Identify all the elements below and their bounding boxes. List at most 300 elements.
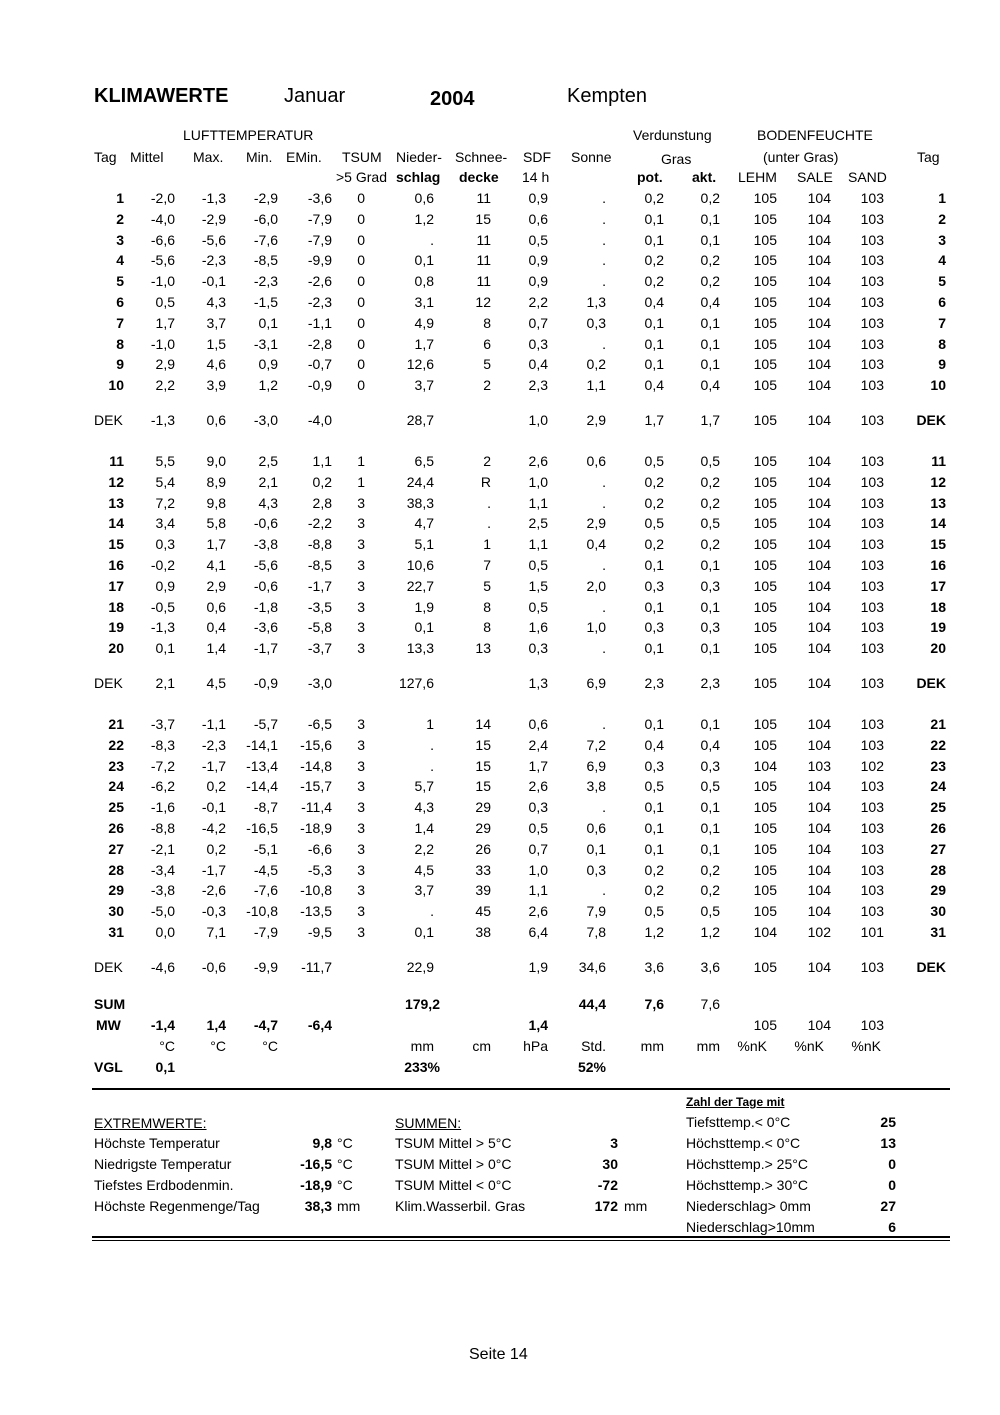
cell-sonne: 6,9 [586,675,606,691]
cell-emin: -7,9 [307,211,332,227]
unit-min: °C [262,1038,278,1054]
cell-min: -2,9 [253,190,278,206]
cell-schnee: 8 [483,619,491,635]
cell-tag: DEK [94,412,123,428]
cell-akt: 3,6 [700,959,720,975]
sum-stat-value: 30 [602,1156,618,1172]
cell-sdf: 2,6 [528,903,548,919]
cell-tsum: 0 [357,336,365,352]
cell-pot: 0,2 [644,495,664,511]
cell-nieder: . [430,903,434,919]
cell-sand: 103 [860,536,884,552]
cell-pot: 0,1 [644,820,664,836]
cell-mittel: 0,3 [155,536,175,552]
cell-min: -3,0 [253,412,278,428]
cell-sand: 103 [860,190,884,206]
cell-sale: 104 [807,640,831,656]
cell-schnee: 2 [483,453,491,469]
cell-nieder: 4,5 [414,862,434,878]
cell-schnee: 15 [475,737,491,753]
cell-sand: 103 [860,474,884,490]
cell-pot: 0,4 [644,294,664,310]
cell-mittel: 0,9 [155,578,175,594]
cell-pot: 0,5 [644,453,664,469]
cell-schnee: 5 [483,578,491,594]
cell-pot: 0,1 [644,716,664,732]
cell-max: -0,6 [201,959,226,975]
vgl-mittel: 0,1 [155,1059,175,1075]
cell-tag-right: 23 [930,758,946,774]
cell-sdf: 0,7 [528,841,548,857]
cell-sonne: 1,3 [586,294,606,310]
cell-min: -8,5 [253,252,278,268]
cell-sonne: 7,8 [586,924,606,940]
cell-tsum: 3 [357,716,365,732]
cell-schnee: 2 [483,377,491,393]
cell-sdf: 1,1 [528,495,548,511]
cell-tag-right: 5 [938,273,946,289]
cell-schnee: 14 [475,716,491,732]
cell-mittel: -4,6 [150,959,175,975]
cell-tsum: 0 [357,377,365,393]
cell-sdf: 1,1 [528,882,548,898]
cell-akt: 0,1 [700,232,720,248]
cell-sonne: 1,0 [586,619,606,635]
cell-max: -2,3 [201,737,226,753]
cell-pot: 0,3 [644,758,664,774]
cell-max: 4,6 [206,356,226,372]
cell-akt: 0,2 [700,252,720,268]
cell-emin: -2,8 [307,336,332,352]
cell-sdf: 1,0 [528,474,548,490]
cell-sale: 104 [807,495,831,511]
cell-schnee: 11 [476,232,491,248]
cell-max: 1,5 [206,336,226,352]
cell-akt: 0,2 [700,474,720,490]
cell-sdf: 2,6 [528,453,548,469]
cell-nieder: 4,7 [414,515,434,531]
cell-mittel: 0,1 [155,640,175,656]
cell-schnee: 12 [475,294,491,310]
cell-sand: 102 [860,758,884,774]
cell-nieder: 0,1 [414,252,434,268]
mw-min: -4,7 [253,1017,278,1033]
cell-akt: 0,3 [700,758,720,774]
cell-akt: 0,2 [700,882,720,898]
cell-emin: -6,5 [307,716,332,732]
mw-sand: 103 [860,1017,884,1033]
cell-emin: -15,6 [300,737,332,753]
cell-tag-right: DEK [916,675,946,691]
cell-sand: 103 [860,799,884,815]
cell-max: -0,1 [201,799,226,815]
cell-tsum: 3 [357,557,365,573]
cell-akt: 0,2 [700,190,720,206]
cell-tsum: 0 [357,190,365,206]
cell-min: -7,6 [253,232,278,248]
cell-sand: 103 [860,294,884,310]
cell-sand: 103 [860,882,884,898]
cell-sdf: 0,6 [528,211,548,227]
cell-sdf: 2,4 [528,737,548,753]
cell-mittel: 7,2 [155,495,175,511]
cell-pot: 0,2 [644,190,664,206]
cell-mittel: -4,0 [150,211,175,227]
cell-akt: 0,1 [700,841,720,857]
cell-sale: 104 [807,377,831,393]
cell-pot: 0,2 [644,252,664,268]
cell-tag: 6 [116,294,124,310]
cell-tsum: 3 [357,619,365,635]
sum-stat-value: 3 [610,1135,618,1151]
cell-tag: 29 [108,882,124,898]
sum-label: SUM [94,996,126,1012]
sum-sonne: 44,4 [578,996,606,1012]
cell-akt: 0,1 [700,799,720,815]
cell-akt: 0,4 [700,294,720,310]
extreme-unit: °C [337,1156,353,1172]
cell-sand: 103 [860,211,884,227]
cell-sdf: 0,3 [528,640,548,656]
cell-min: 0,9 [258,356,278,372]
cell-nieder: 0,1 [414,619,434,635]
days-heading: Zahl der Tage mit [686,1095,785,1109]
cell-sonne: . [602,336,606,352]
cell-nieder: 0,8 [414,273,434,289]
cell-sdf: 1,3 [528,675,548,691]
sum-stat-label: TSUM Mittel < 0°C [395,1177,512,1193]
cell-sdf: 1,7 [528,758,548,774]
cell-sand: 103 [860,412,884,428]
cell-tsum: 0 [357,232,365,248]
days-value: 6 [888,1219,896,1235]
cell-mittel: -5,0 [150,903,175,919]
cell-emin: -3,5 [307,599,332,615]
cell-sonne: . [602,190,606,206]
cell-emin: -18,9 [300,820,332,836]
cell-akt: 0,5 [700,778,720,794]
header-tag: Tag [94,149,117,165]
cell-schnee: . [487,515,491,531]
cell-tag-right: 7 [938,315,946,331]
cell-schnee: R [480,474,491,490]
cell-min: -14,4 [246,778,278,794]
cell-emin: -5,3 [307,862,332,878]
cell-sale: 104 [807,515,831,531]
cell-mittel: -6,6 [150,232,175,248]
cell-tsum: 3 [357,737,365,753]
cell-pot: 0,1 [644,356,664,372]
cell-sonne: . [602,882,606,898]
cell-tag-right: 28 [930,862,946,878]
cell-tag-right: 11 [931,453,946,469]
header-sonne: Sonne [571,149,612,165]
cell-tag: 31 [108,924,124,940]
sum-stat-label: Klim.Wasserbil. Gras [395,1198,526,1214]
cell-sand: 103 [860,903,884,919]
cell-nieder: 1,9 [414,599,434,615]
cell-tag: 5 [116,273,124,289]
cell-max: -1,1 [201,716,226,732]
cell-lehm: 105 [753,820,777,836]
cell-tsum: 3 [357,882,365,898]
cell-mittel: -1,3 [150,412,175,428]
header-pot: pot. [637,169,663,185]
extreme-unit: mm [337,1198,361,1214]
cell-tag-right: 12 [930,474,946,490]
unit-schnee: cm [472,1038,491,1054]
divider-bottom-2 [92,1240,950,1241]
cell-min: -3,6 [253,619,278,635]
cell-sonne: 2,9 [586,515,606,531]
cell-sand: 103 [860,252,884,268]
cell-min: -3,8 [253,536,278,552]
cell-tag: 17 [108,578,124,594]
cell-lehm: 105 [753,294,777,310]
cell-min: -16,5 [246,820,278,836]
cell-emin: 0,2 [312,474,332,490]
header-lufttemperatur: LUFTTEMPERATUR [183,127,314,143]
cell-sdf: 1,9 [528,959,548,975]
cell-sale: 104 [807,336,831,352]
cell-sand: 103 [860,495,884,511]
days-value: 13 [880,1135,896,1151]
cell-min: -1,7 [253,640,278,656]
cell-tsum: 3 [357,758,365,774]
cell-lehm: 105 [753,536,777,552]
cell-tsum: 3 [357,924,365,940]
cell-mittel: -0,5 [150,599,175,615]
cell-nieder: 1,4 [414,820,434,836]
cell-min: -7,9 [253,924,278,940]
cell-schnee: 13 [475,640,491,656]
cell-akt: 0,1 [700,356,720,372]
cell-tsum: 3 [357,778,365,794]
cell-tag-right: 19 [930,619,946,635]
cell-tag-right: 10 [930,377,946,393]
cell-nieder: . [430,232,434,248]
cell-tag-right: 24 [930,778,946,794]
cell-akt: 0,3 [700,578,720,594]
cell-sand: 103 [860,778,884,794]
cell-lehm: 105 [753,273,777,289]
sum-stat-label: TSUM Mittel > 0°C [395,1156,512,1172]
cell-mittel: -3,4 [150,862,175,878]
cell-lehm: 105 [753,232,777,248]
cell-sale: 104 [807,536,831,552]
cell-mittel: 2,2 [155,377,175,393]
cell-emin: -11,4 [301,799,332,815]
cell-emin: -3,6 [307,190,332,206]
sum-akt: 7,6 [700,996,720,1012]
cell-nieder: 127,6 [398,675,434,691]
cell-nieder: 0,1 [414,924,434,940]
cell-min: -3,1 [253,336,278,352]
report-month: Januar [284,85,346,107]
cell-min: -5,1 [253,841,278,857]
cell-sonne: 34,6 [578,959,606,975]
cell-max: 3,7 [206,315,226,331]
sum-stat-unit: mm [624,1198,648,1214]
cell-sand: 103 [860,737,884,753]
cell-tsum: 1 [357,453,365,469]
cell-max: 9,0 [206,453,226,469]
cell-tag: 14 [108,515,124,531]
cell-nieder: . [430,737,434,753]
cell-nieder: 3,1 [414,294,434,310]
cell-sale: 104 [807,412,831,428]
cell-tag: 22 [108,737,124,753]
cell-sand: 103 [860,841,884,857]
cell-sdf: 1,6 [528,619,548,635]
cell-tag: 23 [108,758,124,774]
cell-sand: 103 [860,315,884,331]
cell-schnee: 15 [475,211,491,227]
cell-akt: 0,1 [700,211,720,227]
cell-nieder: 4,9 [414,315,434,331]
cell-akt: 0,2 [700,536,720,552]
cell-min: -5,6 [253,557,278,573]
cell-lehm: 105 [753,412,777,428]
cell-nieder: 3,7 [414,882,434,898]
cell-sale: 104 [807,232,831,248]
cell-min: -0,9 [253,675,278,691]
cell-sonne: 0,1 [586,841,606,857]
cell-tag-right: 21 [930,716,946,732]
cell-emin: 1,1 [312,453,332,469]
cell-emin: -2,6 [307,273,332,289]
cell-schnee: 11 [476,273,491,289]
extreme-unit: °C [337,1177,353,1193]
cell-tag: 4 [116,252,124,268]
cell-tag-right: 14 [930,515,946,531]
cell-max: 2,9 [206,578,226,594]
extreme-label: Höchste Regenmenge/Tag [94,1198,260,1214]
cell-emin: -6,6 [307,841,332,857]
cell-sonne: 0,2 [586,356,606,372]
header-grad: >5 Grad [336,169,387,185]
header-sdf: SDF [523,149,551,165]
cell-sand: 103 [860,716,884,732]
cell-sonne: 7,9 [586,903,606,919]
cell-max: -0,1 [201,273,226,289]
cell-akt: 0,1 [700,557,720,573]
cell-sonne: 0,6 [586,820,606,836]
cell-sale: 104 [807,716,831,732]
report-title: KLIMAWERTE [94,85,229,107]
cell-emin: -3,7 [307,640,332,656]
cell-sale: 104 [807,862,831,878]
cell-sale: 104 [807,315,831,331]
cell-sale: 102 [807,924,831,940]
cell-emin: -3,0 [307,675,332,691]
cell-tag: 18 [108,599,124,615]
cell-lehm: 105 [753,190,777,206]
cell-mittel: -3,7 [150,716,175,732]
cell-tag: 19 [108,619,124,635]
cell-schnee: 6 [483,336,491,352]
cell-lehm: 105 [753,862,777,878]
extreme-value: 9,8 [312,1135,332,1151]
cell-tsum: 0 [357,356,365,372]
cell-akt: 2,3 [700,675,720,691]
cell-tag: 8 [116,336,124,352]
cell-emin: -10,8 [300,882,332,898]
cell-lehm: 105 [753,737,777,753]
cell-tag: 11 [109,453,124,469]
cell-sdf: 0,5 [528,232,548,248]
cell-pot: 0,2 [644,273,664,289]
cell-lehm: 105 [753,716,777,732]
report-place: Kempten [567,85,648,107]
header-sand: SAND [848,169,887,185]
cell-max: 4,5 [206,675,226,691]
header-schlag: schlag [396,169,441,185]
cell-nieder: 22,7 [406,578,434,594]
cell-tsum: 3 [357,903,365,919]
cell-sale: 104 [807,273,831,289]
cell-nieder: 3,7 [414,377,434,393]
days-label: Höchsttemp.> 30°C [686,1177,808,1193]
cell-pot: 0,1 [644,599,664,615]
cell-sand: 103 [860,273,884,289]
cell-nieder: 1,2 [414,211,434,227]
cell-lehm: 105 [753,453,777,469]
cell-mittel: 0,5 [155,294,175,310]
sum-stat-label: TSUM Mittel > 5°C [395,1135,512,1151]
cell-lehm: 105 [753,495,777,511]
unit-sale: %nK [794,1038,824,1054]
cell-sonne: 1,1 [586,377,606,393]
cell-lehm: 105 [753,356,777,372]
extreme-label: Niedrigste Temperatur [94,1156,232,1172]
cell-sonne: . [602,640,606,656]
cell-mittel: 1,7 [155,315,175,331]
cell-sdf: 1,1 [528,536,548,552]
cell-sdf: 0,5 [528,557,548,573]
cell-lehm: 105 [753,799,777,815]
cell-sale: 104 [807,882,831,898]
cell-tag-right: 31 [930,924,946,940]
cell-pot: 0,1 [644,841,664,857]
cell-sand: 103 [860,820,884,836]
cell-akt: 0,3 [700,619,720,635]
mw-sale: 104 [807,1017,831,1033]
cell-mittel: 5,5 [155,453,175,469]
cell-mittel: -6,2 [150,778,175,794]
cell-tag-right: 15 [930,536,946,552]
cell-sale: 104 [807,841,831,857]
cell-tag-right: 16 [930,557,946,573]
cell-tag: 27 [108,841,124,857]
cell-lehm: 105 [753,211,777,227]
cell-pot: 0,1 [644,232,664,248]
cell-max: -0,3 [201,903,226,919]
cell-sonne: . [602,474,606,490]
cell-sonne: 0,6 [586,453,606,469]
cell-lehm: 105 [753,640,777,656]
cell-sand: 103 [860,640,884,656]
cell-max: 1,4 [206,640,226,656]
cell-sand: 103 [860,356,884,372]
cell-schnee: 26 [475,841,491,857]
cell-max: -2,9 [201,211,226,227]
header-verdunstung: Verdunstung [633,127,712,143]
cell-nieder: 6,5 [414,453,434,469]
cell-mittel: 0,0 [155,924,175,940]
cell-sdf: 0,9 [528,273,548,289]
cell-lehm: 105 [753,515,777,531]
